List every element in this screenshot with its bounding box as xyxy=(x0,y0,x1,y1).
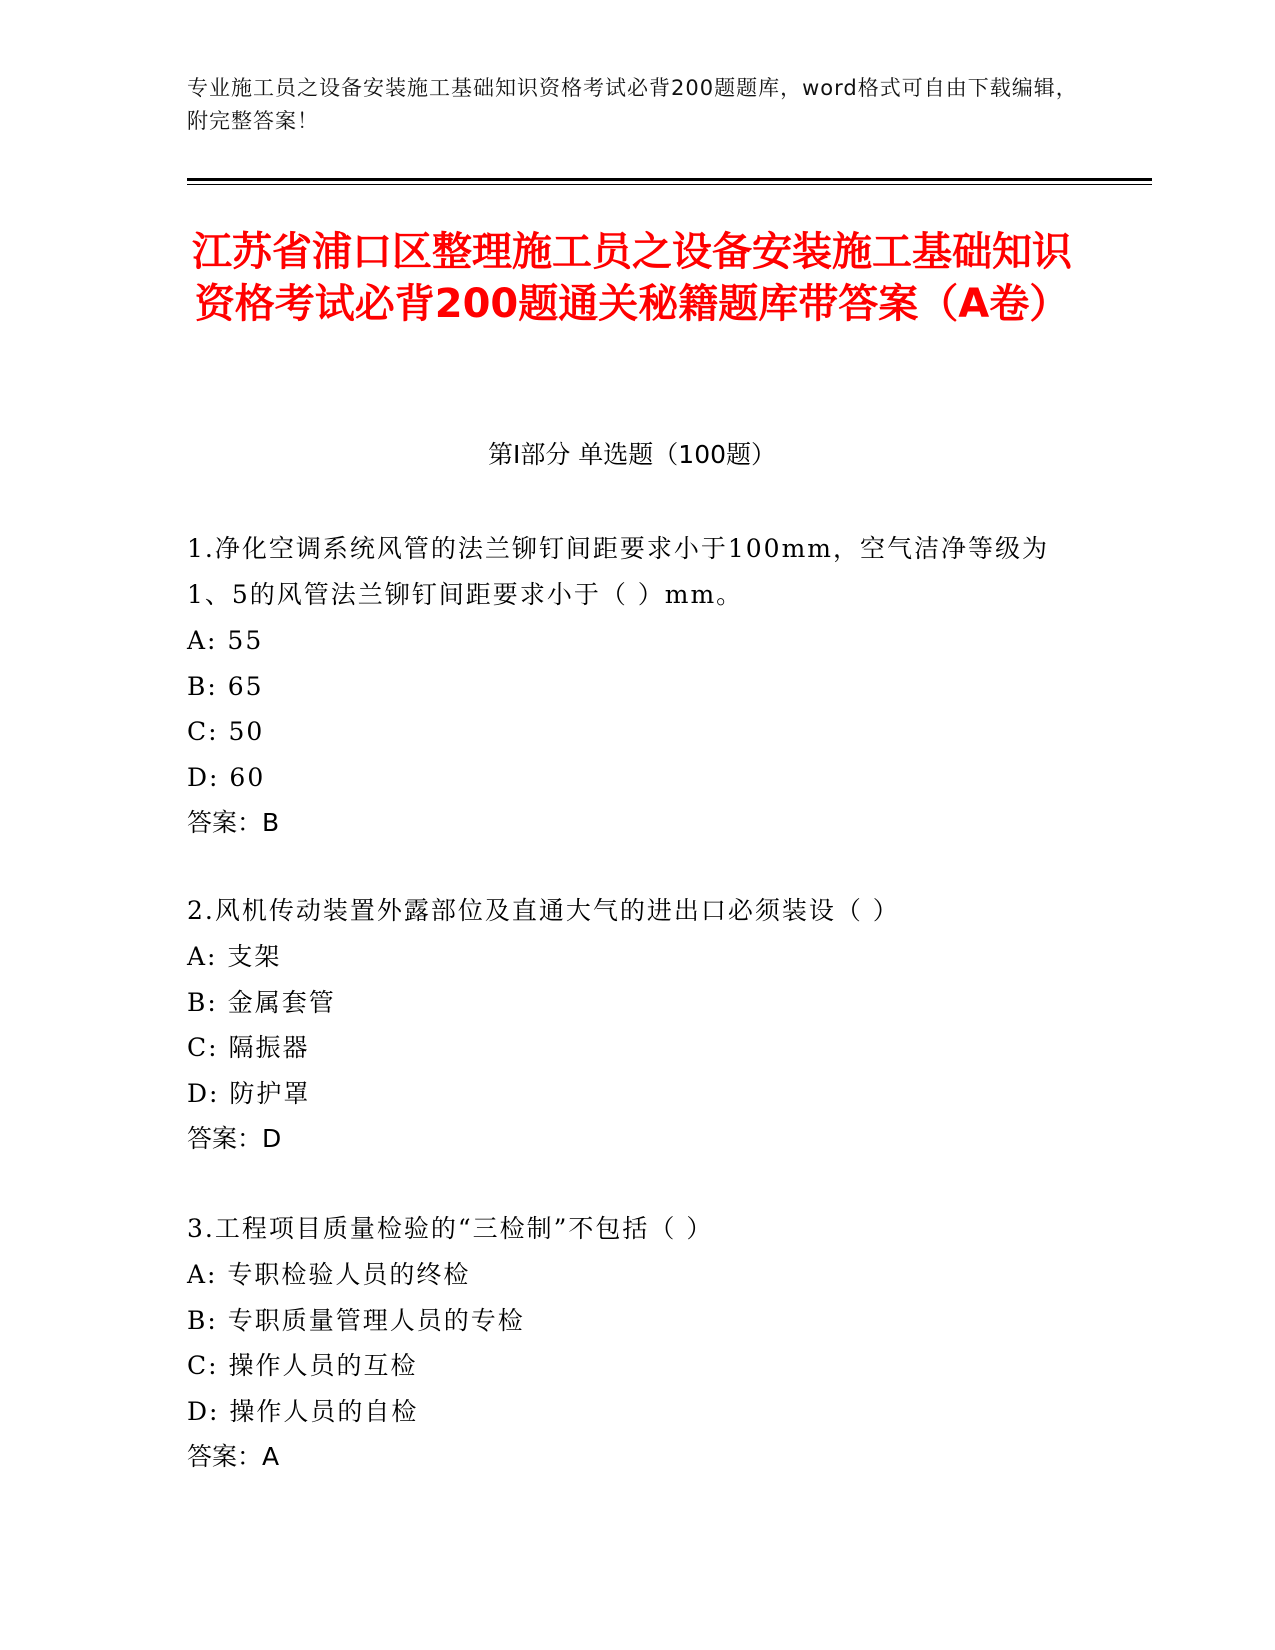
document-title: 江苏省浦口区整理施工员之设备安装施工基础知识资格考试必背200题通关秘籍题库带答案（A卷） xyxy=(192,229,1072,327)
option-c: C: 操作人员的互检 xyxy=(187,1351,418,1380)
option-b: B: 65 xyxy=(187,671,264,701)
option-d: D: 防护罩 xyxy=(187,1078,311,1108)
answer-line: 答案：A xyxy=(187,1442,280,1471)
answer-line: 答案：B xyxy=(187,808,280,837)
question-text: 3.工程项目质量检验的“三检制”不包括（ ） xyxy=(187,1214,714,1243)
question-2 xyxy=(187,888,1087,1162)
question-text: 2.风机传动装置外露部位及直通大气的进出口必须装设（ ） xyxy=(187,896,900,925)
question-1 xyxy=(187,526,1087,846)
option-c: C: 50 xyxy=(187,717,265,746)
option-a: A: 55 xyxy=(187,626,264,655)
option-b: B: 专职质量管理人员的专检 xyxy=(187,1305,525,1335)
option-a: A: 专职检验人员的终检 xyxy=(187,1260,471,1289)
option-d: D: 操作人员的自检 xyxy=(187,1396,419,1426)
option-c: C: 隔振器 xyxy=(187,1033,310,1062)
header-note: 专业施工员之设备安装施工基础知识资格考试必背200题题库，word格式可自由下载编辑，附完整答案！ xyxy=(187,76,1078,133)
option-b: B: 金属套管 xyxy=(187,987,336,1017)
question-text: 1.净化空调系统风管的法兰铆钉间距要求小于100mm，空气洁净等级为1、5的风管法兰铆钉间距要求小于（ ）mm。 xyxy=(187,534,1049,609)
option-d: D: 60 xyxy=(187,762,266,792)
option-a: A: 支架 xyxy=(187,942,282,971)
section-heading: 第I部分 单选题（100题） xyxy=(487,440,777,469)
header-rule-thick xyxy=(187,178,1152,181)
question-3 xyxy=(187,1206,1087,1480)
answer-line: 答案：D xyxy=(187,1124,282,1153)
header-rule-thin xyxy=(187,184,1152,185)
